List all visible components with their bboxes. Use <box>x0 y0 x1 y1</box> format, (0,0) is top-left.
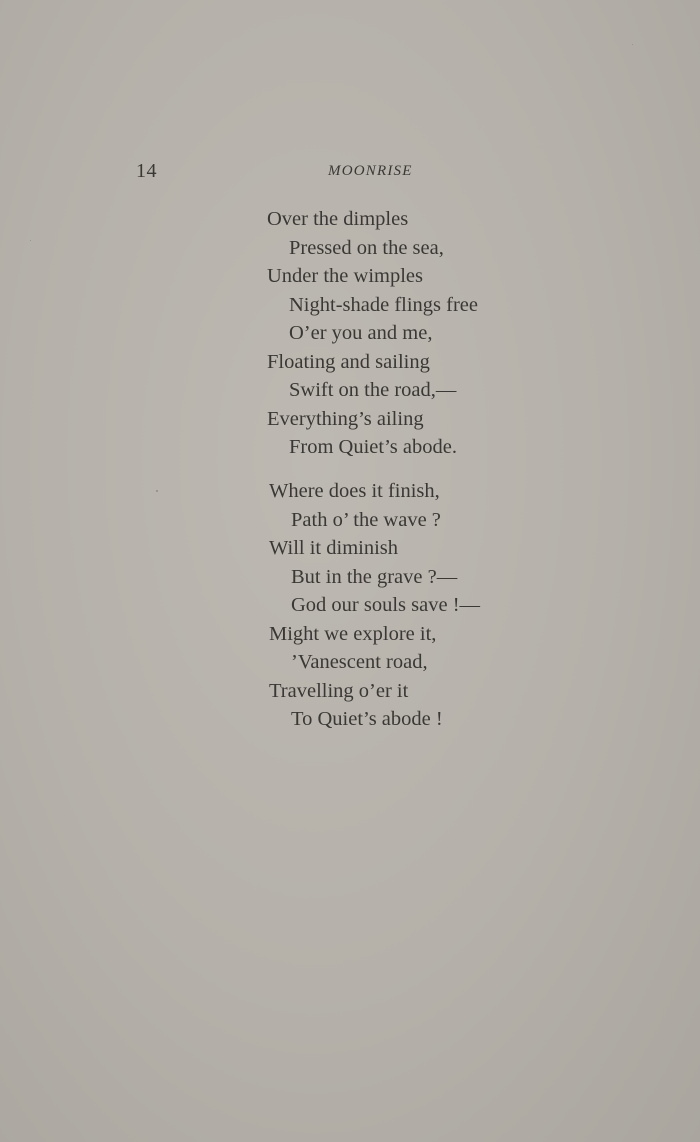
poem-line: ’Vanescent road, <box>291 651 428 673</box>
poem-line: Pressed on the sea, <box>289 236 444 259</box>
poem-line: To Quiet’s abode ! <box>291 708 443 730</box>
poem-line: But in the grave ?— <box>291 565 458 588</box>
poem-line: God our souls save !— <box>291 594 481 616</box>
poem-line: Everything’s ailing <box>267 407 424 430</box>
poem-line: Will it diminish <box>269 537 399 559</box>
stanza-1 <box>0 205 700 462</box>
paper-speck <box>632 44 633 45</box>
poem-line: O’er you and me, <box>289 322 433 344</box>
poem-line: Where does it finish, <box>269 480 440 502</box>
poem-line: Might we explore it, <box>269 622 437 645</box>
poem-line: Path o’ the wave ? <box>291 508 441 531</box>
poem-line: Under the wimples <box>267 265 423 287</box>
running-title: MOONRISE <box>328 163 413 179</box>
poem-line: From Quiet’s abode. <box>289 436 457 458</box>
poem-line: Over the dimples <box>267 208 409 230</box>
poem-line: Swift on the road,— <box>289 379 457 401</box>
stanza-2 <box>0 477 700 734</box>
paper-speck <box>156 490 158 492</box>
page-number: 14 <box>136 160 157 182</box>
poem-line: Night-shade flings free <box>289 293 478 316</box>
poem-line: Floating and sailing <box>267 350 430 373</box>
paper-speck <box>30 240 31 241</box>
poem-line: Travelling o’er it <box>269 679 409 702</box>
